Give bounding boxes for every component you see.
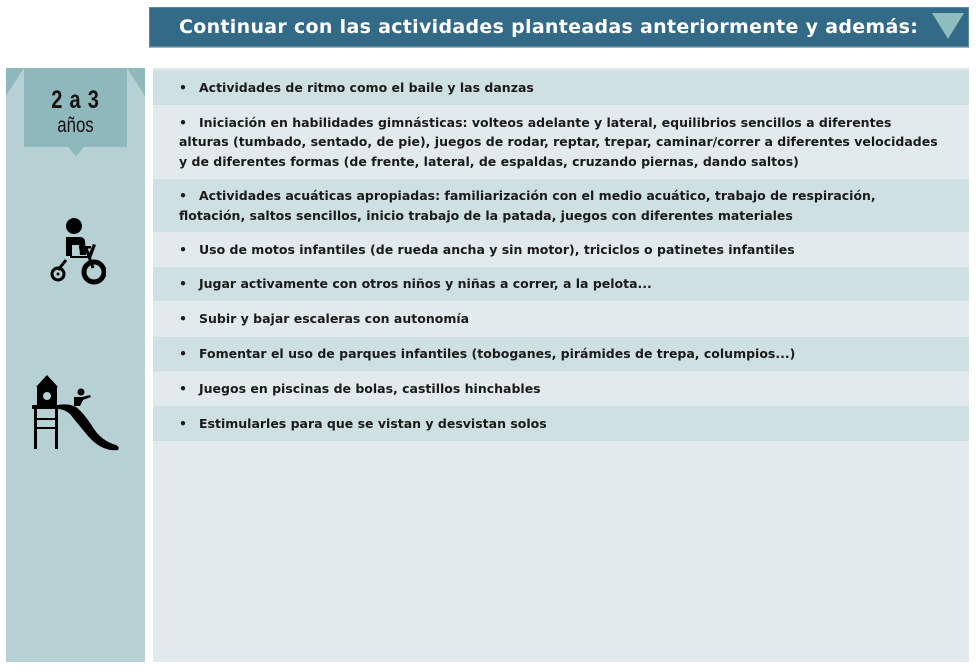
bullet-icon: • <box>179 241 187 257</box>
header-title: Continuar con las actividades planteadas anteriormente y además: <box>179 16 919 38</box>
activities-panel <box>153 68 969 662</box>
activity-item <box>153 267 969 301</box>
bullet-icon: • <box>179 311 187 327</box>
activity-text: Estimularles para que se vistan y desvistan solos <box>199 415 547 431</box>
activity-item <box>153 371 969 406</box>
age-range: 2 a 3 <box>51 86 100 114</box>
age-label <box>24 88 127 136</box>
age-unit: años <box>57 114 94 137</box>
activity-text: Actividades de ritmo como el baile y las danzas <box>199 79 534 95</box>
playground-slide-icon <box>30 373 124 451</box>
activity-text: Uso de motos infantiles (de rueda ancha y sin motor), triciclos o patinetes infantiles <box>199 241 795 257</box>
bullet-icon: • <box>179 415 187 431</box>
activity-item <box>153 70 969 105</box>
age-badge-pointer-icon <box>68 147 84 156</box>
activity-item <box>153 232 969 267</box>
age-sidebar <box>6 68 145 662</box>
activity-text: Juegos en piscinas de bolas, castillos hinchables <box>199 380 541 396</box>
activity-item <box>153 301 969 337</box>
activity-text: Jugar activamente con otros niños y niñas a correr, a la pelota... <box>199 276 652 292</box>
activity-text: Actividades acuáticas apropiadas: familiarización con el medio acuático, trabajo de respiración, flotación, saltos sencillos, inicio trabajo de la patada, juegos con diferentes materiales <box>179 188 876 223</box>
activity-text: Subir y bajar escaleras con autonomía <box>199 311 470 327</box>
section-header <box>149 7 969 47</box>
bullet-icon: • <box>179 188 187 203</box>
bullet-icon: • <box>179 114 187 130</box>
bullet-icon: • <box>179 346 187 362</box>
age-box-wedge-right <box>127 68 145 96</box>
activity-item <box>153 337 969 371</box>
activity-text: Fomentar el uso de parques infantiles (toboganes, pirámides de trepa, columpios...) <box>199 346 796 362</box>
tricycle-child-icon <box>46 218 106 286</box>
activity-item <box>153 105 969 179</box>
age-box-wedge-left <box>6 68 24 96</box>
activity-item <box>153 179 969 232</box>
activity-item <box>153 406 969 441</box>
triangle-marker-icon <box>932 13 964 39</box>
activity-text: Iniciación en habilidades gimnásticas: volteos adelante y lateral, equilibrios sencillos a diferentes alturas (tumbado, sentado, de pie), juegos de rodar, reptar, trepar, caminar/correr a diferentes velocidades y de diferentes formas (de frente, lateral, de espaldas, cruzando piernas, dando saltos) <box>179 114 938 169</box>
bullet-icon: • <box>179 276 187 292</box>
bullet-icon: • <box>179 380 187 396</box>
bullet-icon: • <box>179 79 187 95</box>
